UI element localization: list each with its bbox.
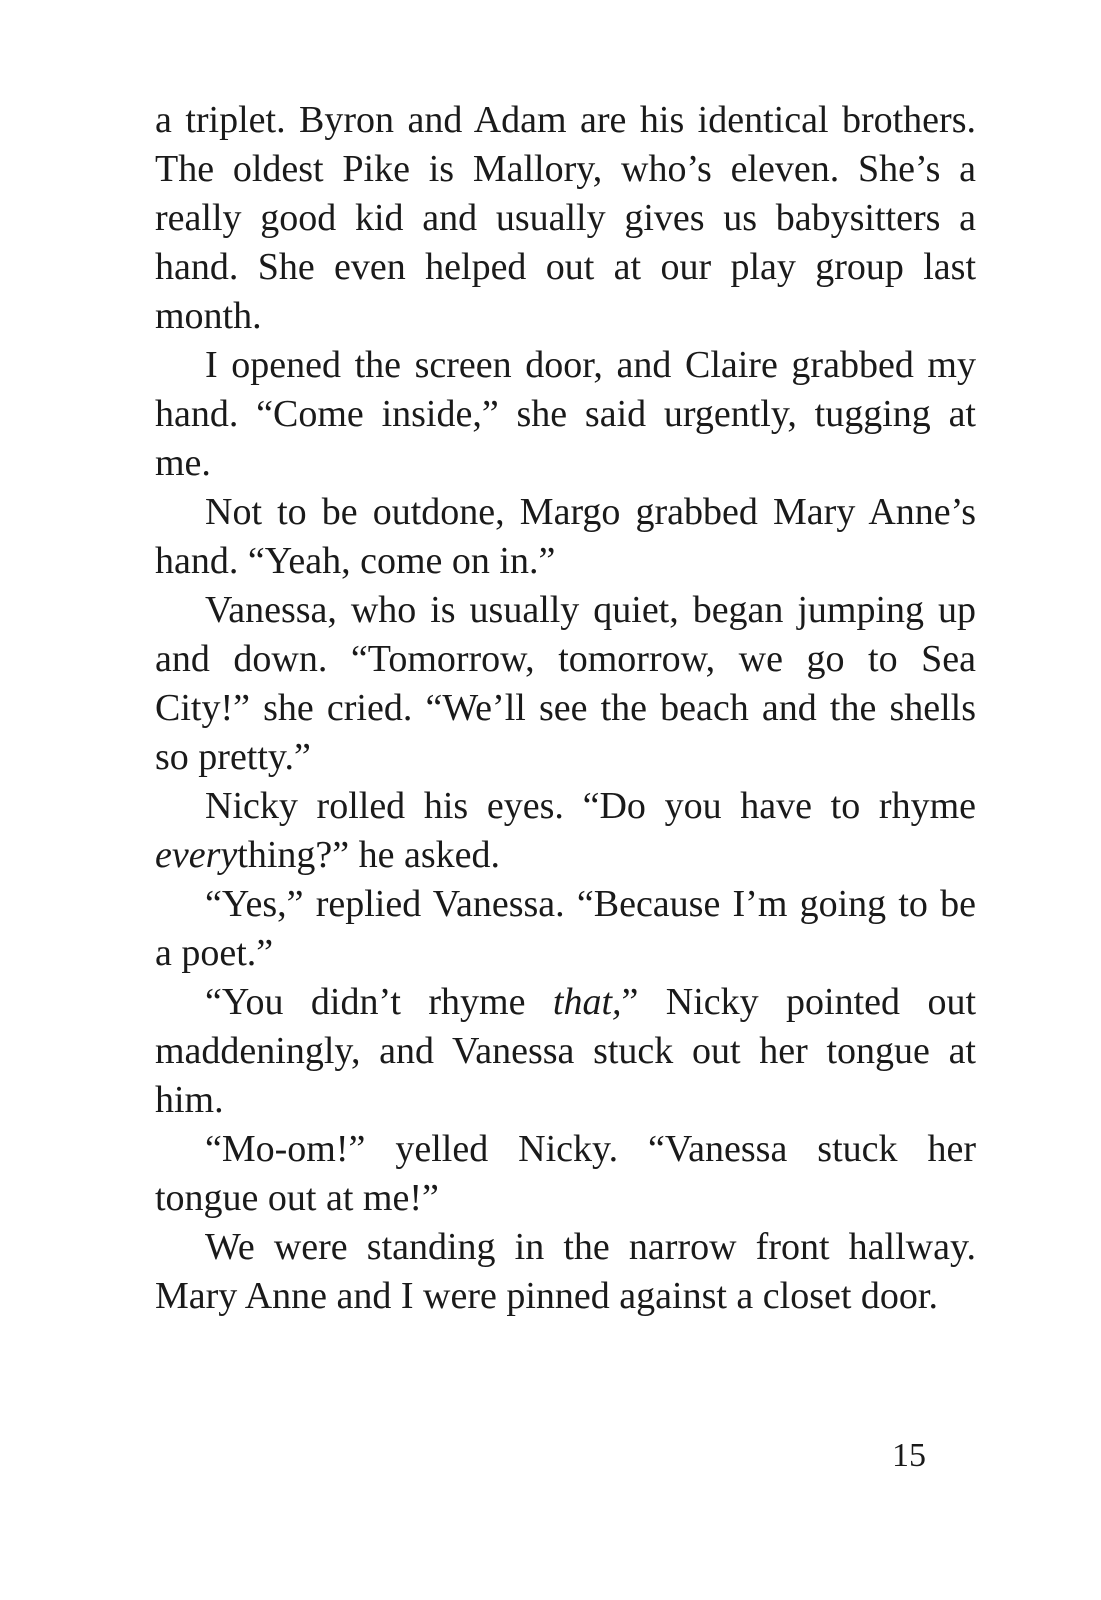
paragraph [155, 586, 976, 782]
italic-text: every [155, 834, 238, 876]
text-run: “Mo-om!” yelled Nicky. “Vanessa stuck her tongue out at me!” [155, 1128, 976, 1219]
italic-text: that, [552, 981, 622, 1023]
paragraph [155, 880, 976, 978]
text-run: Nicky rolled his eyes. “Do you have to rhyme [205, 785, 976, 827]
text-run: “You didn’t rhyme [205, 981, 553, 1023]
paragraph [155, 96, 976, 341]
text-run: Vanessa, who is usually quiet, began jumping up and down. “Tomorrow, tomorrow, we go to Sea City!” she cried. “We’ll see the beach and the shells so pretty.” [155, 589, 976, 778]
paragraph [155, 978, 976, 1125]
text-run: ” Nicky pointed out maddeningly, and Vanessa stuck out her tongue at him. [155, 981, 976, 1121]
paragraph [155, 488, 976, 586]
text-run: a triplet. Byron and Adam are his identical brothers. The oldest Pike is Mallory, who’s eleven. She’s a really good kid and usually gives us babysitters a hand. She even helped out at our play group last month. [155, 99, 976, 337]
body-text [155, 96, 976, 1321]
text-run: Not to be outdone, Margo grabbed Mary Anne’s hand. “Yeah, come on in.” [155, 491, 976, 582]
text-run: “Yes,” replied Vanessa. “Because I’m going to be a poet.” [155, 883, 976, 974]
paragraph [155, 1125, 976, 1223]
text-run: We were standing in the narrow front hallway. Mary Anne and I were pinned against a closet door. [155, 1226, 976, 1317]
paragraph [155, 782, 976, 880]
text-run: I opened the screen door, and Claire grabbed my hand. “Come inside,” she said urgently, tugging at me. [155, 344, 976, 484]
paragraph [155, 1223, 976, 1321]
text-run: thing?” he asked. [237, 834, 500, 876]
paragraph [155, 341, 976, 488]
page-number: 15 [892, 1437, 926, 1474]
